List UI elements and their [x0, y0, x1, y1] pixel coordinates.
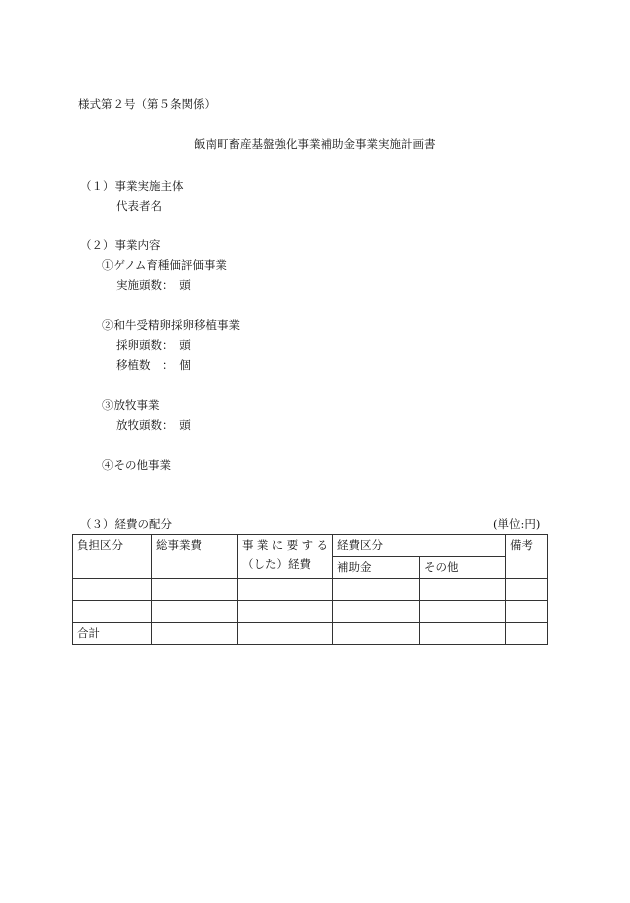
header-required-line2: （した）経費 — [242, 557, 311, 571]
total-label: 合計 — [73, 623, 152, 645]
cell-subsidy[interactable] — [333, 579, 420, 601]
item1-title: ①ゲノム育種価評価事業 — [102, 258, 227, 272]
item4-title: ④その他事業 — [102, 458, 171, 472]
cell-remarks[interactable] — [506, 623, 548, 645]
section3-heading: （３）経費の配分 — [80, 517, 172, 531]
header-subsidy: 補助金 — [333, 557, 420, 579]
item1-count: 実施頭数： 頭 — [116, 278, 191, 292]
cell-burden[interactable] — [73, 579, 152, 601]
header-total: 総事業費 — [152, 535, 238, 579]
cell-subsidy[interactable] — [333, 623, 420, 645]
header-classification: 経費区分 — [333, 535, 506, 557]
document-title: 飯南町畜産基盤強化事業補助金事業実施計画書 — [194, 137, 436, 151]
representative-label: 代表者名 — [116, 199, 162, 213]
cell-remarks[interactable] — [506, 579, 548, 601]
cell-other[interactable] — [420, 601, 506, 623]
expense-table — [72, 534, 548, 645]
cell-subsidy[interactable] — [333, 601, 420, 623]
form-number: 様式第２号（第５条関係） — [78, 97, 216, 111]
cell-total[interactable] — [152, 623, 238, 645]
cell-other[interactable] — [420, 623, 506, 645]
cell-total[interactable] — [152, 601, 238, 623]
item3-count: 放牧頭数： 頭 — [116, 418, 191, 432]
total-row — [73, 623, 548, 645]
header-remarks: 備考 — [506, 535, 548, 579]
header-required — [238, 535, 333, 579]
cell-required[interactable] — [238, 623, 333, 645]
item2-count: 採卵頭数： 頭 — [116, 338, 191, 352]
header-required-line1: 事業に要する — [242, 538, 328, 552]
item2-title: ②和牛受精卵採卵移植事業 — [102, 318, 240, 332]
section2-heading: （２）事業内容 — [80, 238, 161, 252]
cell-required[interactable] — [238, 601, 333, 623]
table-row — [73, 579, 548, 601]
section1-heading: （１）事業実施主体 — [80, 179, 184, 193]
item2-transplant: 移植数 ： 個 — [116, 358, 191, 372]
cell-other[interactable] — [420, 579, 506, 601]
cell-total[interactable] — [152, 579, 238, 601]
header-other: その他 — [420, 557, 506, 579]
unit-label: (単位:円) — [493, 517, 541, 531]
cell-remarks[interactable] — [506, 601, 548, 623]
header-burden: 負担区分 — [73, 535, 152, 579]
cell-required[interactable] — [238, 579, 333, 601]
table-row — [73, 601, 548, 623]
cell-burden[interactable] — [73, 601, 152, 623]
item3-title: ③放牧事業 — [102, 398, 160, 412]
